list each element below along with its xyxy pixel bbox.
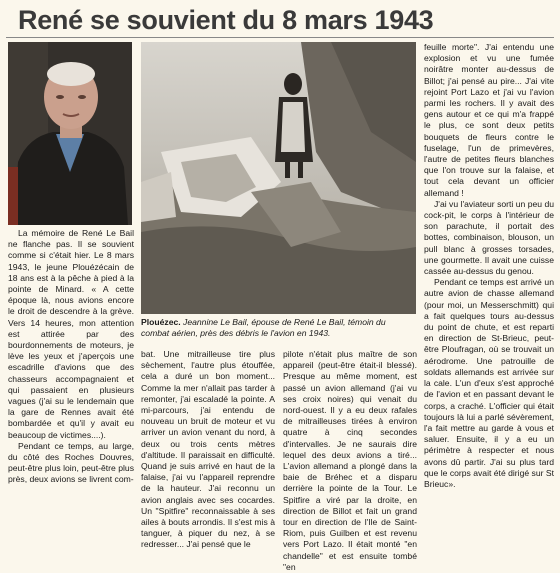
paragraph: bat. Une mitrailleuse tire plus sèchement, l'autre plus étouffée, cela a duré un bon moment... Comme la mer n'allait pas tarder à remonter, j'ai escaladé la pointe. A mi-parcours, j'ai entendu de nouveau un bruit de moteur et vu arriver un avion venant du nord, à deux ou trois cents mètres d'altitude. Il paraissait en difficulté. Quand je suis arrivé en haut de la falaise, j'ai vu l'appareil reprendre de la hauteur. J'ai reconnu un avion anglais avec ses cocardes. Un "Spitfire" reconnaissable à ses ailes à bouts arrondis. Il s'est mis à tanguer, à piquer du nez, à se redresser... J'ai pensé que le — [141, 349, 275, 550]
photo-caption — [141, 317, 416, 339]
wreckage-illustration — [141, 42, 416, 314]
paragraph: Pendant ce temps est arrivé un autre avion de chasse allemand (pour moi, un Messerschmitt) qui a fait quelques tours au-dessus du point de chute, et est reparti en direction de St-Brieuc, peut-être Ploufragan, où se trouvait un aérodrome. Une patrouille de soldats allemands est arrivée sur la cale. L'un d'eux s'est approché de l'avion et en passant devant le corps, a craché. L'officier qui était toujours là lui a parlé sévèrement, l'a fait mettre au garde à vous et saluer. Ensuite, il y a eu un périmètre à respecter et nous avons dû partir. J'ai su plus tard que le corps avait été dirigé sur St Brieuc». — [424, 277, 554, 489]
portrait-photo — [8, 42, 132, 225]
headline: René se souvient du 8 mars 1943 — [18, 5, 434, 35]
article-column-4 — [424, 42, 554, 490]
portrait-illustration — [8, 42, 132, 225]
article-column-3 — [283, 349, 417, 573]
caption-place: Plouézec. — [141, 317, 181, 327]
article-column-1 — [8, 228, 134, 486]
paragraph: feuille morte". J'ai entendu une explosion et vu une fumée noirâtre monter au-dessus de Billot; j'ai pensé au pire... J'ai vite rejoint Port Lazo et j'ai vu l'avion parmi les rochers. Il y avait des gens autour et ce qui m'a frappé le plus, ce sont deux petits bouquets de fleurs contre le fuselage, l'un de primevères, l'autre de petites fleurs blanches que l'on trouve sur la falaise, et tout cela devant un officier allemand ! — [424, 42, 554, 198]
paragraph: J'ai vu l'aviateur sorti un peu du cock-pit, le corps à l'intérieur de son parachute, il portait des bottes, combinaison, blouson, un pull blanc à grosses torsades, une gourmette. Il avait une cuisse cassée au-dessus du genou. — [424, 198, 554, 277]
paragraph: Pendant ce temps, au large, du côté des Roches Douvres, peut-être plus loin, peut-être plus près, deux avions se livrent com- — [8, 440, 134, 485]
paragraph: La mémoire de René Le Bail ne flanche pas. Il se souvient comme si c'était hier. Le 8 mars 1943, le jeune Plouézécain de 18 ans est à la pêche à pied à la pointe de Minard. « A cette époque là, nous avions encore le droit de descendre à la grève. Vers 14 heures, mon attention est attirée par des bourdonnements de moteurs, je lève les yeux et j'aperçois une escadrille d'avions que des chasseurs accompagnaient et qui passaient en plusieurs vagues (j'ai su le lendemain que la gare de Rennes avait été bombardée et qu'il y avait eu beaucoup de victimes....). — [8, 228, 134, 440]
caption-text: Jeannine Le Bail, épouse de René Le Bail, témoin du combat aérien, près des débris le l'avion en 1943. — [141, 317, 386, 338]
headline-rule — [6, 37, 554, 38]
article-column-2 — [141, 349, 275, 551]
wreckage-photo — [141, 42, 416, 314]
paragraph: pilote n'était plus maître de son appareil (peut-être était-il blessé). Presque au même moment, est passé un avion allemand (j'ai vu ses croix noires) qui venait du nord-ouest. Il y a eu deux rafales de mitrailleuses tirées à environ quatre à cinq secondes d'intervalles. Je ne saurais dire lequel des deux avions a tiré... L'avion allemand a plongé dans la baie de Bréhec et a disparu derrière la pointe de la Tour. Le Spitfire a viré par la droite, en direction de Billot et fait un grand tour en direction de l'Ile de Saint-Riom, puis Guilben et est revenu vers Port Lazo. Il était monté "en chandelle" et est ensuite tombé "en — [283, 349, 417, 572]
